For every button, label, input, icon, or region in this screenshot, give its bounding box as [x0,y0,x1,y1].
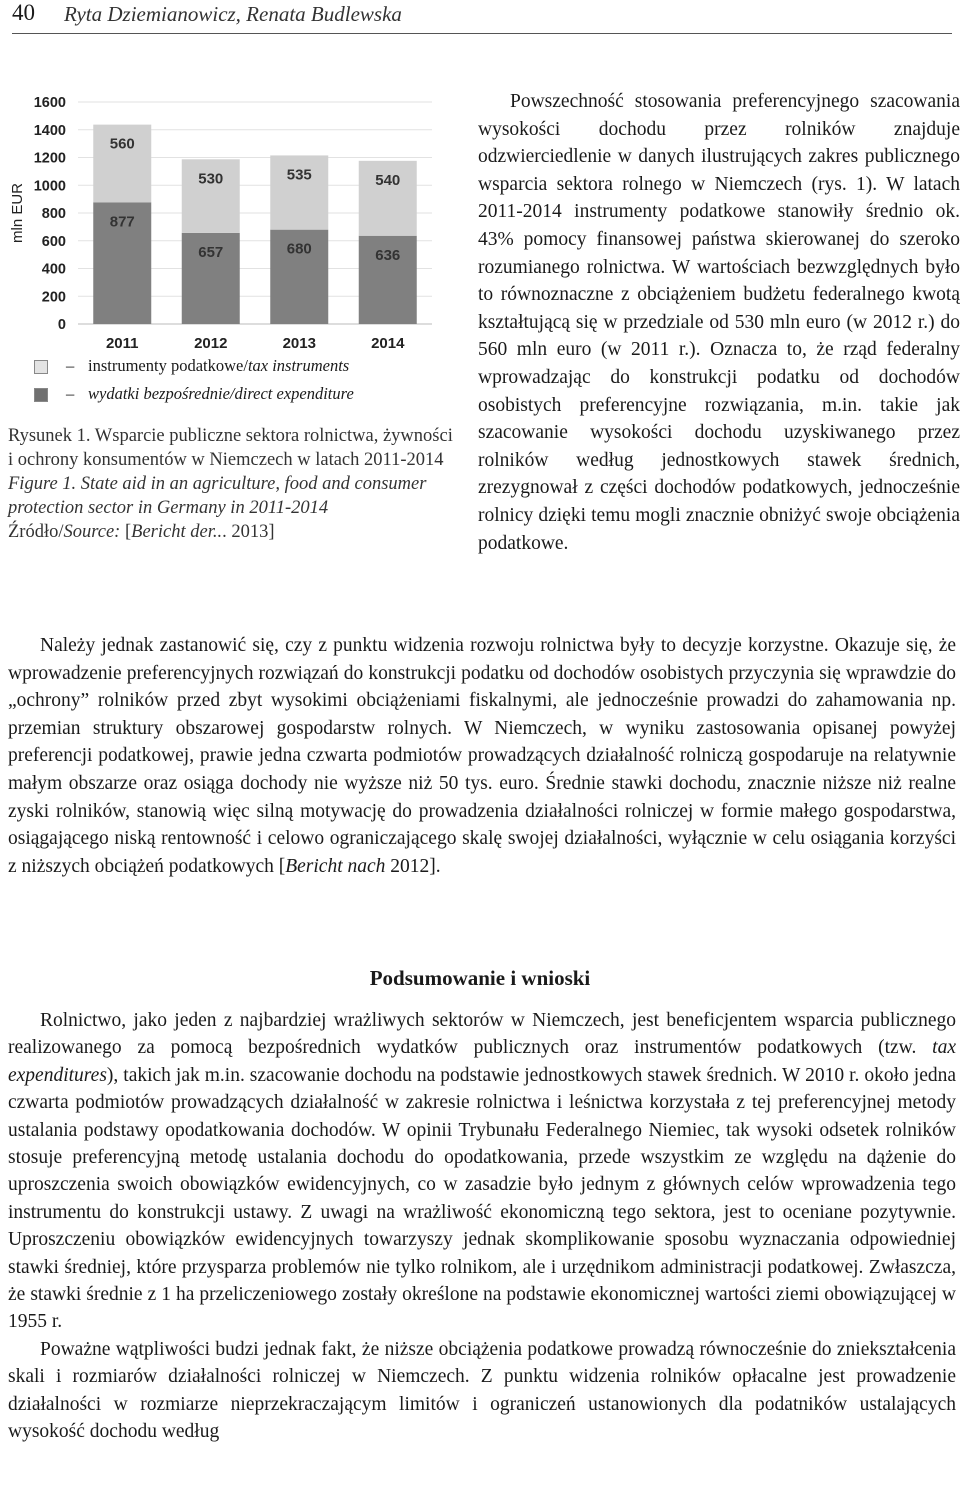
bar-data-label: 530 [198,170,224,188]
legend-label: wydatki bezpośrednie/direct expenditure [88,384,354,403]
bar-data-labels [110,136,401,264]
x-tick-labels [106,335,405,352]
legend-item-direct-expenditure [30,384,450,412]
header-rule [12,33,952,34]
y-axis-title [9,183,26,243]
body-text-2 [8,1007,956,1446]
section-title: Podsumowanie i wnioski [369,966,591,990]
y-tick-label: 1200 [33,150,66,167]
legend-dash: – [66,384,75,403]
page-number: 40 [12,0,35,25]
paragraph: Powszechność stosowania preferencyjnego szacowania wysokości dochodu przez rolników znajduje odzwierciedlenie w danych ilustrujących zakres publicznego wsparcia sektora rolnego w Niemczech (rys. 1). W latach 2011-2014 instrumenty podatkowe stanowiły średnio ok. 43% pomocy finansowej państwa skierowanej do szeroko rozumianego rolnictwa. W wartościach bezwzględnych było to równoznaczne z obciążeniem budżetu federalnego kwotą kształtującą się w przedziale od 530 mln euro (w 2012 r.) do 560 mln euro (w 2011 r.). Oznacza to, że rząd federalny wprowadzając do konstrukcji podatku od dochodów osobistych preferencyjne rozwiązania, m.in. takie jak szacowanie wysokości dochodu uzyskiwanego przez rolników według jednostkowych stawek średnich, zrezygnował z części dochodów podatkowych, jednocześnie rolnicy dzięki temu mogli znacznie obniżyć swoje obciążenia podatkowe. [478,91,960,554]
bar-data-label: 535 [286,166,312,184]
caption-english: Figure 1. State aid in an agriculture, food and consumer protection sector in Germany in 2011-2014 [8,474,427,518]
bar-data-label: 657 [198,243,224,261]
y-axis-title-text: mln EUR [9,182,26,244]
paragraph: Rolnictwo, jako jeden z najbardziej wrażliwych sektorów w Niemczech, jest beneficjentem wsparcia publicznego realizowanego za pomocą bezpośrednich wydatków publicznych oraz instrumentów podatkowych (tzw. tax expenditures), takich jak m.in. szacowanie dochodu na podstawie jednostkowych stawek średnich. W 2010 r. około jedna czwarta podmiotów prowadzących działalność w zakresie rolnictwa i leśnictwa korzystała z tej preferencyjnej metody ustalania podstawy opodatkowania dochodów. W opinii Trybunału Federalnego Niemiec, tak wysoki odsetek rolników stosuje preferencyjną metodę ustalania dochodu do opodatkowania, przede wszystkim ze względu na dążenie do uproszczenia swoich obowiązków ewidencyjnych, co w zasadzie było jednym z głównych celów wprowadzenia tego instrumentu do konstrukcji ustawy. Z uwagi na wrażliwość ekonomiczną tego sektora, jest to oceniane pozytywnie. Uproszczeniu obowiązków ewidencyjnych towarzyszy jednak skomplikowanie sposobu wyznaczania odpowiedniej stawki średniej, które przysparza problemów nie tylko rolnikom, ale i urzędnikom administracji podatkowej. Zwłaszcza, że stawki średnie z 1 ha przeliczeniowego zostały określone na podstawie ekonomicznej wartości ziemi obowiązującej w 1955 r. [8,1010,956,1333]
y-tick-label: 400 [41,261,66,278]
bar-data-label: 560 [109,135,135,153]
x-tick-label: 2012 [194,335,228,352]
y-tick-labels [34,95,66,333]
stacked-bar-chart [0,80,450,355]
paragraph: Należy jednak zastanowić się, czy z punktu widzenia rozwoju rolnictwa były to decyzje korzystne. Okazuje się, że wprowadzenie preferencyjnych rozwiązań do konstrukcji podatku od dochodów osobistych przyczynia się wprawdzie do „ochrony” rolników przed zbyt wysokimi obciążeniami fiskalnymi, ale jednocześnie prowadzi do zahamowania np. przemian struktury obszarowej gospodarstw rolnych. W Niemczech, w wyniku zastosowania opisanej powyżej preferencji podatkowej, prawie jedna czwarta podmiotów prowadzących działalność rolniczą gospodaruje na relatywnie małym obszarze oraz osiąga dochody nie wyższe niż 50 tys. euro. Średnie stawki dochodu, znacznie niższe niż realne zyski rolników, stanowią więc silną motywację do prowadzenia działalności rolniczej w formie małego gospodarstwa, osiągającego niską rentowność i celowo ograniczającego skalę swojej działalności, wyłącznie w celu osiągania korzyści z niższych obciążeń podatkowych [Bericht nach 2012]. [8,635,956,877]
y-tick-label: 1600 [33,95,66,111]
legend-label: instrumenty podatkowe/tax instruments [88,356,350,375]
paragraph: Poważne wątpliwości budzi jednak fakt, że niższe obciążenia podatkowe prowadzą równocześnie do zniekształcenia skali i rozmiarów działalności rolniczej w Niemczech. Z punktu widzenia rolników opłacalne jest prowadzenie działalności w rozmiarze nieprzekraczającym limitów i ograniczeń ustanowionych dla podatników ustalających wysokość dochodu według [8,1338,956,1443]
page-header [12,0,952,30]
running-title: Ryta Dziemianowicz, Renata Budlewska [64,2,402,26]
figure-caption [8,424,453,544]
x-tick-label: 2013 [282,335,316,352]
y-tick-label: 200 [41,289,66,306]
y-tick-label: 1400 [33,122,66,139]
legend-dash: – [66,356,75,375]
chart-legend [30,356,450,412]
bar-data-label: 680 [286,240,312,258]
legend-swatch-dark [34,388,48,402]
body-text-1 [8,632,956,880]
y-tick-label: 800 [41,206,66,222]
y-tick-label: 600 [41,233,66,250]
right-column-text [478,88,960,557]
bar-data-label: 877 [109,213,135,231]
caption-source: Źródło/Source: [Bericht der... 2013] [8,522,275,542]
y-tick-label: 0 [57,317,66,333]
legend-item-tax-instruments [30,356,450,384]
chart-bars [93,125,417,324]
legend-swatch-light [34,360,48,374]
bar-data-label: 636 [375,246,401,264]
x-tick-label: 2014 [371,335,405,352]
caption-polish: Rysunek 1. Wsparcie publiczne sektora rolnictwa, żywności i ochrony konsumentów w Niemczech w latach 2011-2014 [8,426,453,470]
bar-data-label: 540 [375,171,401,189]
y-tick-label: 1000 [33,178,66,195]
x-tick-label: 2011 [105,335,139,352]
